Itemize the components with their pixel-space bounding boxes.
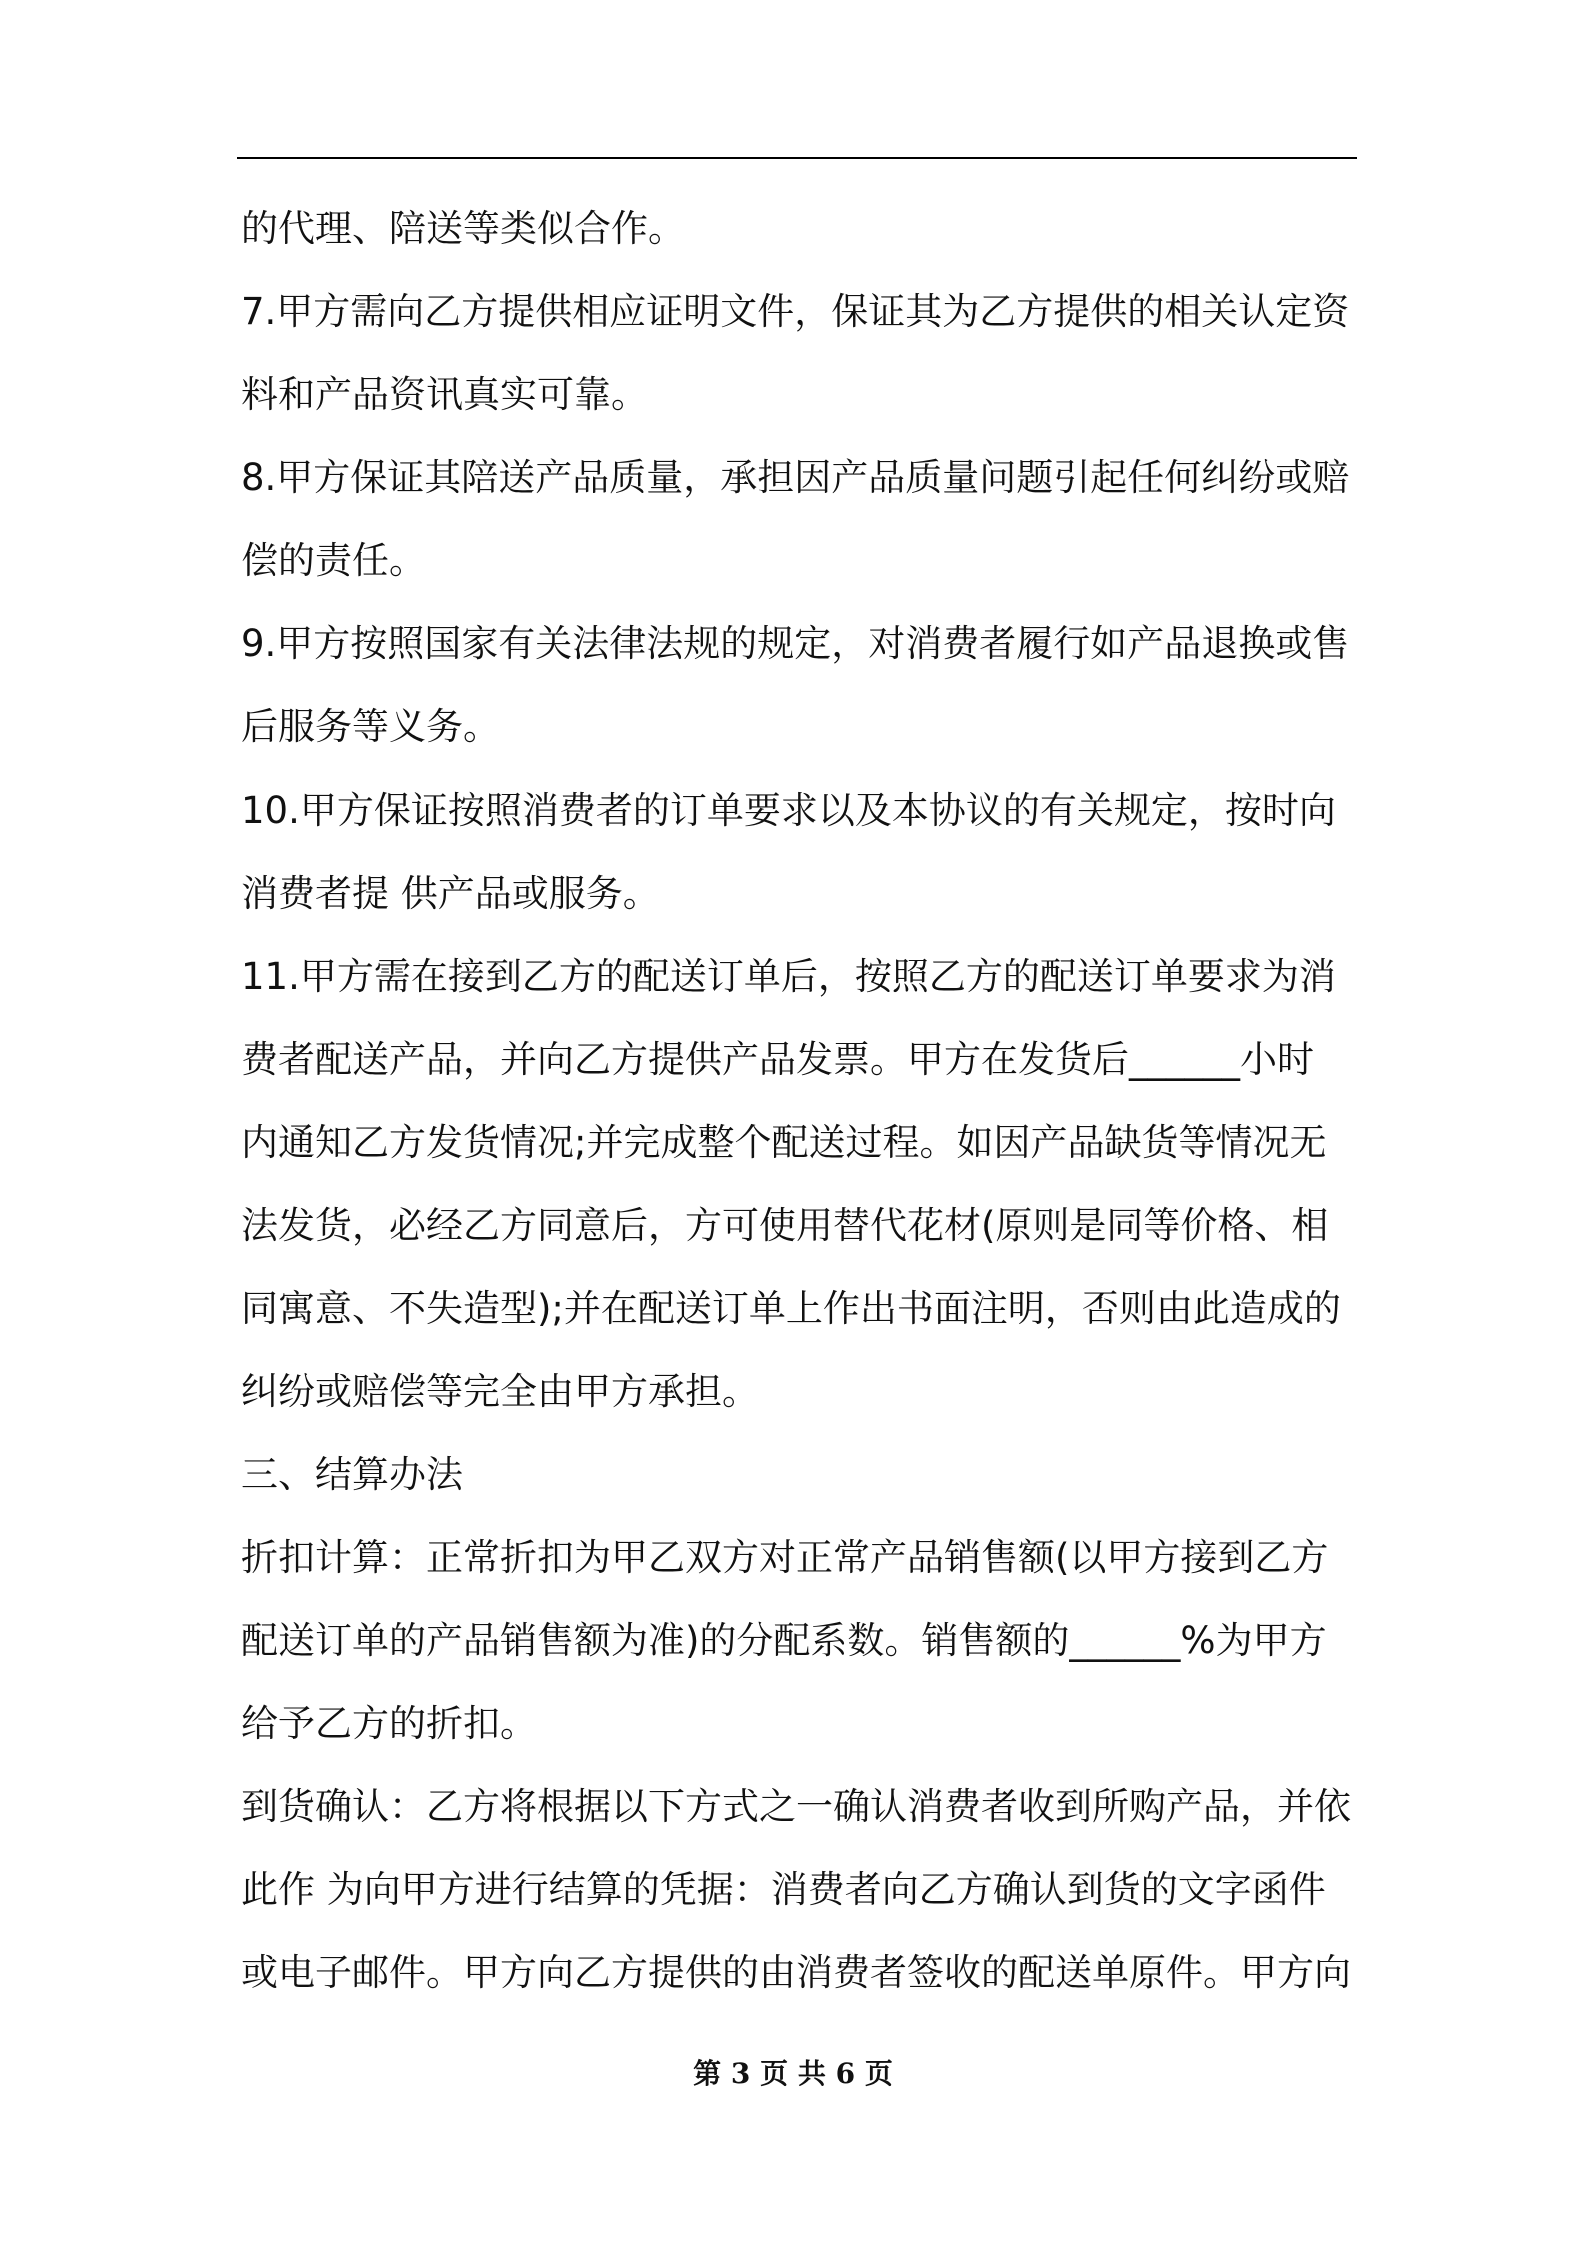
text-line: 的代理、陪送等类似合作。: [241, 207, 685, 250]
text-line: 或电子邮件。甲方向乙方提供的由消费者签收的配送单原件。甲方向: [241, 1951, 1351, 1994]
text-line: 纠纷或赔偿等完全由甲方承担。: [241, 1370, 759, 1413]
text-line: 法发货，必经乙方同意后，方可使用替代花材(原则是同等价格、相: [241, 1204, 1329, 1247]
text-line: 后服务等义务。: [241, 705, 500, 748]
text-line: 折扣计算：正常折扣为甲乙双方对正常产品销售额(以甲方接到乙方: [241, 1536, 1329, 1579]
text-line: 给予乙方的折扣。: [241, 1702, 537, 1745]
page-footer: 第 3 页 共 6 页: [693, 2057, 893, 2090]
text-line: 10.甲方保证按照消费者的订单要求以及本协议的有关规定，按时向: [241, 789, 1336, 832]
text-line: 8.甲方保证其陪送产品质量，承担因产品质量问题引起任何纠纷或赔: [241, 456, 1350, 499]
text-line: 配送订单的产品销售额为准)的分配系数。销售额的______%为甲方: [241, 1619, 1327, 1662]
text-line: 消费者提 供产品或服务。: [241, 872, 660, 915]
text-line: 料和产品资讯真实可靠。: [241, 373, 648, 416]
text-line: 9.甲方按照国家有关法律法规的规定，对消费者履行如产品退换或售: [241, 622, 1350, 665]
text-line: 偿的责任。: [241, 539, 426, 582]
text-line: 同寓意、不失造型);并在配送订单上作出书面注明，否则由此造成的: [241, 1287, 1341, 1330]
section-heading: 三、结算办法: [241, 1453, 463, 1496]
text-line: 7.甲方需向乙方提供相应证明文件，保证其为乙方提供的相关认定资: [241, 290, 1350, 333]
text-line: 此作 为向甲方进行结算的凭据：消费者向乙方确认到货的文字函件: [241, 1868, 1326, 1911]
text-line: 内通知乙方发货情况;并完成整个配送过程。如因产品缺货等情况无: [241, 1121, 1327, 1164]
text-line: 费者配送产品，并向乙方提供产品发票。甲方在发货后______小时: [241, 1038, 1314, 1081]
text-line: 11.甲方需在接到乙方的配送订单后，按照乙方的配送订单要求为消: [241, 955, 1336, 998]
text-line: 到货确认：乙方将根据以下方式之一确认消费者收到所购产品，并依: [241, 1785, 1351, 1828]
header-rule: [237, 157, 1357, 159]
